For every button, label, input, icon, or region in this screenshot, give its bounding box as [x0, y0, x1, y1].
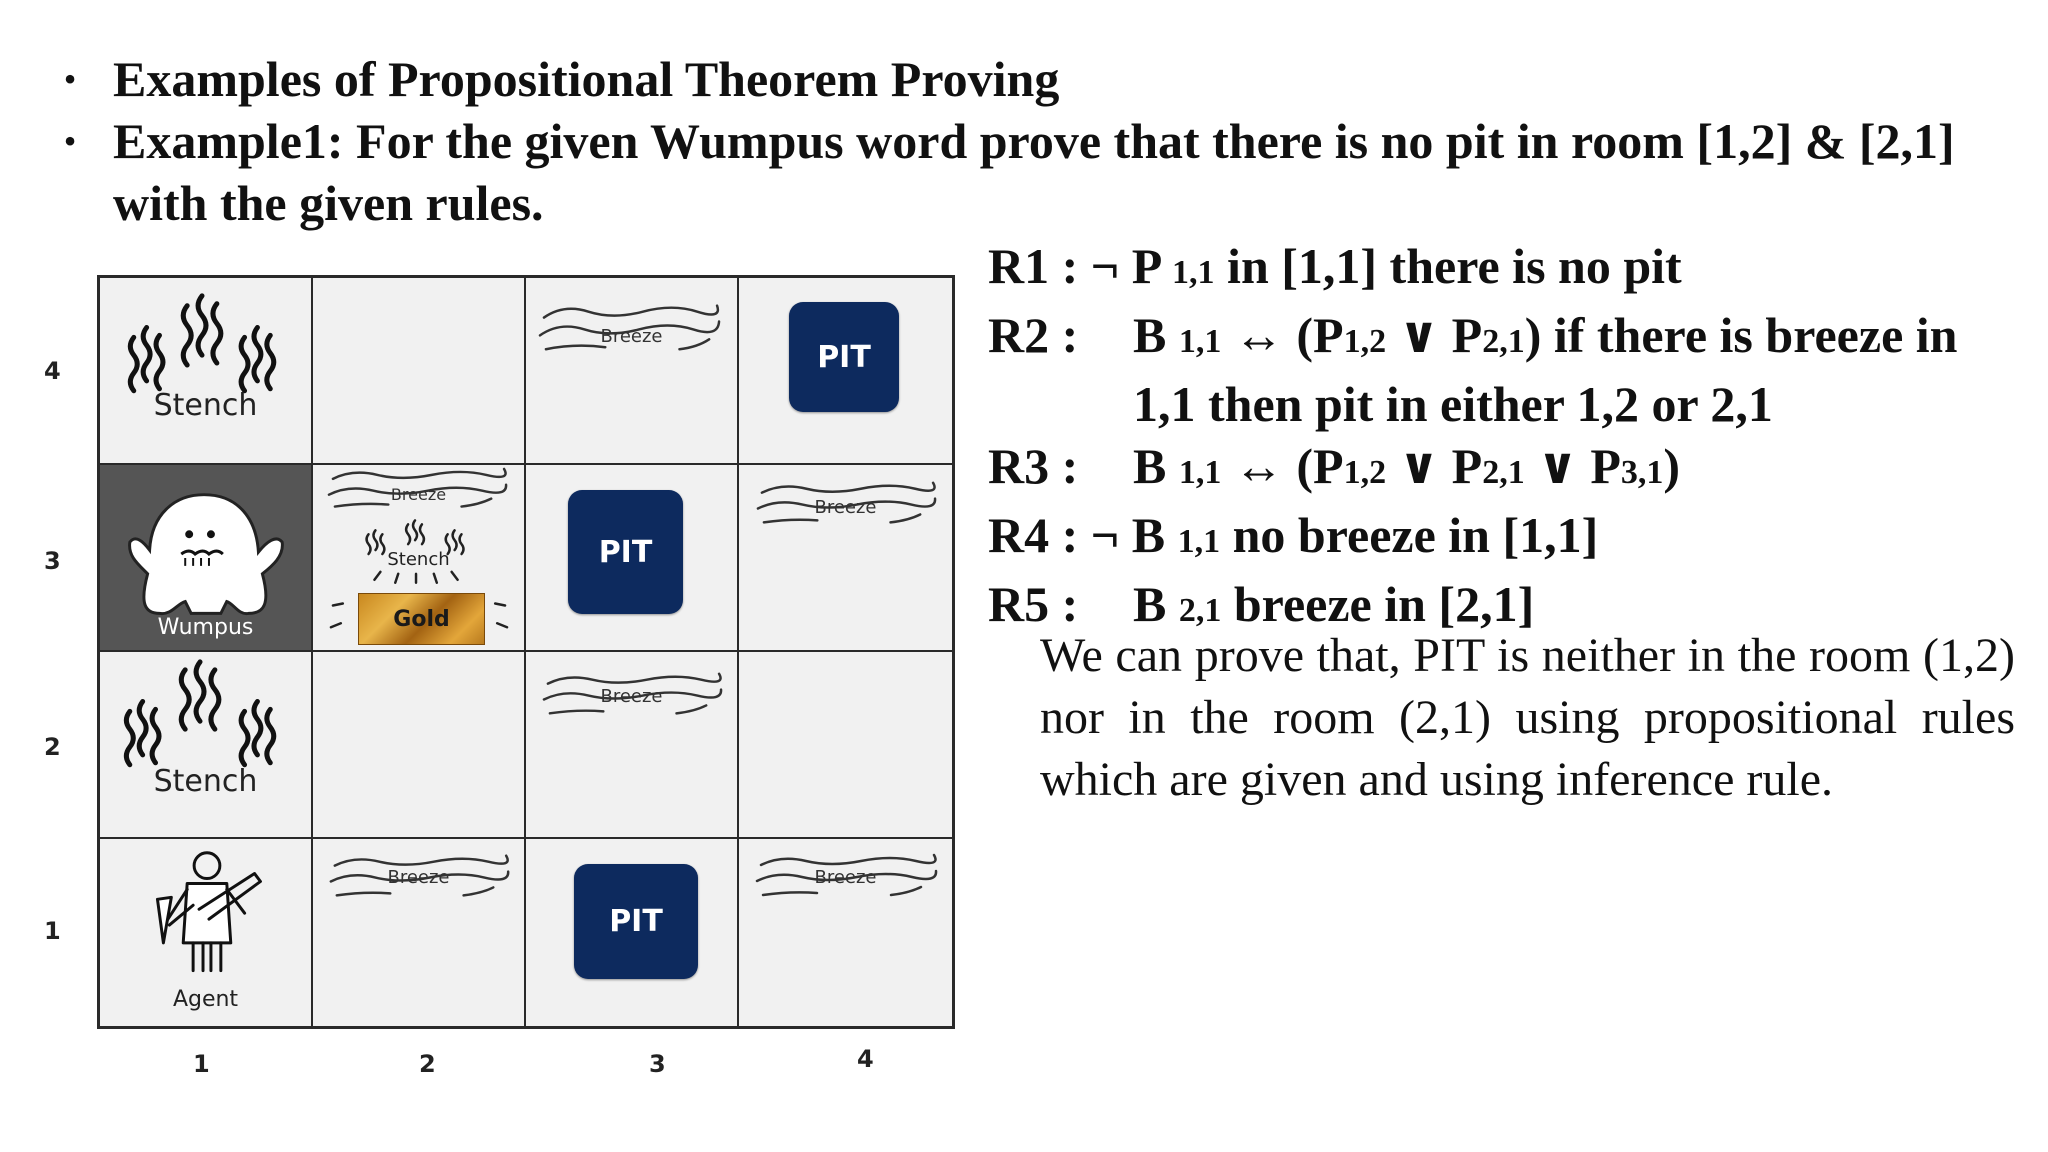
cell-1-3	[100, 465, 313, 652]
rule-text: ) if there is breeze in	[1524, 307, 1958, 363]
rule-expr: ∨ P	[1524, 438, 1621, 494]
bullet-text: Examples of Propositional Theorem Proving	[113, 51, 1060, 107]
agent-label: Agent	[172, 987, 239, 1012]
gold-box	[358, 593, 485, 645]
breeze-label: Breeze	[387, 867, 450, 888]
cell-4-3	[739, 465, 952, 652]
cell-1-4	[100, 278, 313, 465]
breeze-label: Breeze	[600, 326, 663, 347]
rule-subscript: 3,1	[1620, 454, 1664, 491]
row-label: 1	[44, 917, 61, 945]
breeze-icon	[739, 465, 952, 650]
rule-expr: B	[1133, 307, 1167, 363]
gold-label: Gold	[393, 606, 450, 632]
cell-3-3	[526, 465, 739, 652]
row-label: 2	[44, 733, 61, 761]
bullet-item	[50, 110, 2030, 234]
rule-r3	[988, 435, 2038, 504]
cell-3-1	[526, 839, 739, 1026]
breeze-label: Breeze	[814, 867, 877, 888]
breeze-label: Breeze	[814, 497, 877, 518]
stench-icon	[100, 652, 311, 837]
rule-id: R5 :	[988, 576, 1079, 632]
stench-label: Stench	[387, 549, 450, 570]
breeze-icon	[526, 652, 737, 837]
rule-subscript: 2,1	[1482, 323, 1525, 360]
col-label: 4	[857, 1045, 874, 1073]
pit-label: PIT	[817, 339, 871, 375]
rule-r2	[988, 304, 2038, 373]
rule-subscript: 1,2	[1343, 323, 1387, 360]
rule-expr: B	[1133, 438, 1167, 494]
rule-id: R2 :	[988, 307, 1079, 363]
cell-3-2	[526, 652, 739, 839]
rule-r4	[988, 504, 2038, 573]
cell-4-4	[739, 278, 952, 465]
rule-expr: B	[1133, 576, 1167, 632]
cell-2-2	[313, 652, 526, 839]
pit-box	[568, 490, 683, 614]
rule-subscript: 2,1	[1178, 592, 1222, 629]
rule-subscript: 2,1	[1482, 454, 1525, 491]
stench-icon	[100, 278, 311, 463]
bullet-dot: •	[63, 59, 77, 99]
rule-id: R3 :	[988, 438, 1079, 494]
rule-expr: ↔ (P	[1221, 438, 1344, 494]
cell-4-2	[739, 652, 952, 839]
bullet-dot: •	[63, 121, 77, 161]
rule-id: R1 :	[988, 238, 1079, 294]
pit-box	[789, 302, 899, 412]
pit-label: PIT	[609, 904, 663, 939]
grid	[97, 275, 955, 1029]
rule-expr: ¬ P	[1090, 238, 1160, 294]
bullet-text: Example1: For the given Wumpus word prove that there is no pit in room [1,2] & [2,1] with the given rules.	[113, 113, 1955, 231]
rule-expr: ¬ B	[1090, 507, 1166, 563]
rule-text: in [1,1] there is no pit	[1214, 238, 1682, 294]
pit-box	[574, 864, 698, 979]
bullet-list	[50, 48, 2030, 234]
cell-3-4	[526, 278, 739, 465]
rule-text: no breeze in [1,1]	[1220, 507, 1599, 563]
breeze-label: Breeze	[600, 686, 663, 707]
cell-1-1	[100, 839, 313, 1026]
col-label: 3	[649, 1050, 666, 1078]
rule-r1	[988, 235, 2038, 304]
cell-2-4	[313, 278, 526, 465]
pit-label: PIT	[598, 534, 653, 570]
rule-expr: ∨ P	[1386, 307, 1483, 363]
row-label: 4	[44, 357, 61, 385]
cell-2-3	[313, 465, 526, 652]
rule-id: R4 :	[988, 507, 1079, 563]
row-label: 3	[44, 547, 61, 575]
col-label: 2	[419, 1050, 436, 1078]
rule-r2-continuation: 1,1 then pit in either 1,2 or 2,1	[1133, 376, 1773, 432]
breeze-label: Breeze	[390, 485, 447, 504]
rule-expr: ↔ (P	[1221, 307, 1344, 363]
rule-subscript: 1,1	[1177, 523, 1221, 560]
proof-paragraph: We can prove that, PIT is neither in the room (1,2) nor in the room (2,1) using propositional rules which are given and using inference rule.	[1040, 629, 2015, 806]
rule-expr: ∨ P	[1386, 438, 1483, 494]
bullet-item	[50, 48, 2030, 110]
cell-1-2	[100, 652, 313, 839]
wumpus-label: Wumpus	[157, 615, 254, 640]
breeze-icon	[526, 278, 737, 463]
rule-text: breeze in [2,1]	[1221, 576, 1535, 632]
stench-label: Stench	[153, 388, 258, 423]
col-label: 1	[193, 1050, 210, 1078]
rule-subscript: 1,1	[1178, 323, 1222, 360]
cell-2-1	[313, 839, 526, 1026]
cell-4-1	[739, 839, 952, 1026]
rules-list	[988, 235, 2038, 642]
rule-subscript: 1,1	[1172, 254, 1215, 291]
stench-label: Stench	[153, 764, 258, 799]
rule-subscript: 1,2	[1343, 454, 1387, 491]
rule-text: )	[1663, 438, 1681, 494]
rule-subscript: 1,1	[1178, 454, 1222, 491]
